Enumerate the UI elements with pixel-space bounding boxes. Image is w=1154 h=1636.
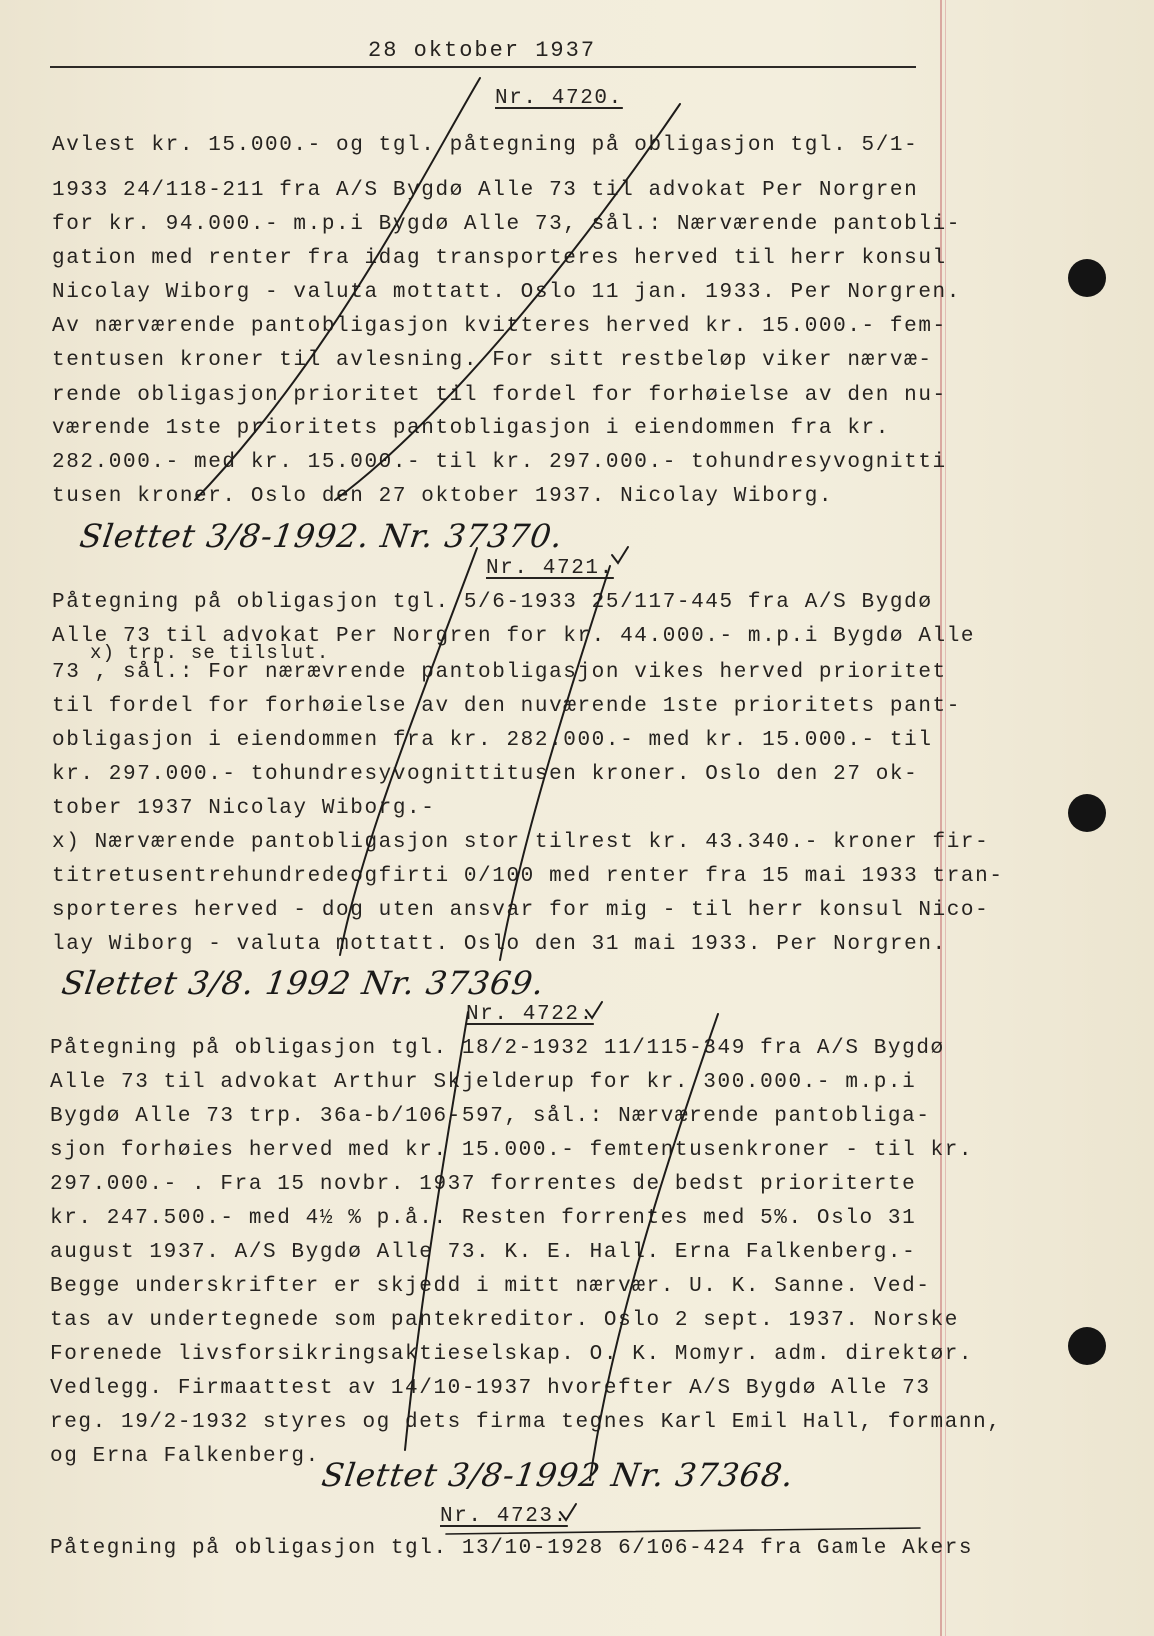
check-mark-icon xyxy=(612,547,628,563)
check-mark-icon xyxy=(560,1504,576,1520)
entry-line: lay Wiborg - valuta mottatt. Oslo den 31 mai 1933. Per Norgren. xyxy=(52,933,947,956)
strike-line xyxy=(340,548,477,955)
entry-line: august 1937. A/S Bygdø Alle 73. K. E. Hall. Erna Falkenberg.- xyxy=(50,1241,917,1264)
entry-line: kr. 297.000.- tohundresyvognittitusen kroner. Oslo den 27 ok- xyxy=(52,763,919,786)
strike-line xyxy=(335,104,680,500)
entry-line: Bygdø Alle 73 trp. 36a-b/106-597, sål.: Nærværende pantobliga- xyxy=(50,1105,931,1128)
entry-line: Av nærværende pantobligasjon kvitteres herved kr. 15.000.- fem- xyxy=(52,315,947,338)
strike-line xyxy=(195,78,480,500)
entry-line: sjon forhøies herved med kr. 15.000.- femtentusenkroner - til kr. xyxy=(50,1139,974,1162)
entry-line: rende obligasjon prioritet til fordel for forhøielse av den nu- xyxy=(52,384,947,407)
entry-line: 282.000.- med kr. 15.000.- til kr. 297.000.- tohundresyvognitti xyxy=(52,451,947,474)
strike-line xyxy=(500,566,610,960)
cancellation-note: Slettet 3/8-1992. Nr. 37370. xyxy=(77,517,566,555)
entry-line: og Erna Falkenberg. xyxy=(50,1445,320,1468)
entry-line: til fordel for forhøielse av den nuværende 1ste prioritets pant- xyxy=(52,695,961,718)
entry-line: obligasjon i eiendommen fra kr. 282.000.- med kr. 15.000.- til xyxy=(52,729,933,752)
entry-line: 1933 24/118-211 fra A/S Bygdø Alle 73 til advokat Per Norgren xyxy=(52,179,919,202)
entry-number: Nr. 4720. xyxy=(495,87,623,110)
cancellation-note: Slettet 3/8-1992 Nr. 37368. xyxy=(319,1456,797,1494)
entry-line: Avlest kr. 15.000.- og tgl. påtegning på obligasjon tgl. 5/1- xyxy=(52,134,919,157)
entry-line: Forenede livsforsikringsaktieselskap. O. K. Momyr. adm. direktør. xyxy=(50,1343,974,1366)
cancellation-note: Slettet 3/8. 1992 Nr. 37369. xyxy=(59,964,547,1002)
entry-line: kr. 247.500.- med 4½ % p.å.. Resten forrentes med 5%. Oslo 31 xyxy=(50,1207,917,1230)
entry-line: Alle 73 til advokat Arthur Skjelderup for kr. 300.000.- m.p.i xyxy=(50,1071,917,1094)
interlinear-note: x) trp. se tilslut. xyxy=(90,642,330,664)
entry-line: Begge underskrifter er skjedd i mitt nærvær. U. K. Sanne. Ved- xyxy=(50,1275,931,1298)
entry-line: x) Nærværende pantobligasjon stor tilrest kr. 43.340.- kroner fir- xyxy=(52,831,990,854)
entry-line: Påtegning på obligasjon tgl. 18/2-1932 11/115-349 fra A/S Bygdø xyxy=(50,1037,945,1060)
entry-line: værende 1ste prioritets pantobligasjon i eiendommen fra kr. xyxy=(52,417,890,440)
page-date-header: 28 oktober 1937 xyxy=(368,38,597,63)
entry-line: reg. 19/2-1932 styres og dets firma tegnes Karl Emil Hall, formann, xyxy=(50,1411,1002,1434)
entry-number: Nr. 4721. xyxy=(486,557,614,580)
entry-number: Nr. 4722. xyxy=(466,1003,594,1026)
check-mark-icon xyxy=(586,1002,602,1018)
entry-line: Påtegning på obligasjon tgl. 13/10-1928 6/106-424 fra Gamle Akers xyxy=(50,1537,974,1560)
underline-stroke xyxy=(446,1528,920,1534)
strike-line xyxy=(405,1012,468,1450)
strike-line xyxy=(590,1014,718,1480)
entry-line: 297.000.- . Fra 15 novbr. 1937 forrentes de bedst prioriterte xyxy=(50,1173,917,1196)
entry-line: for kr. 94.000.- m.p.i Bygdø Alle 73, sål.: Nærværende pantobli- xyxy=(52,213,961,236)
entry-line: tober 1937 Nicolay Wiborg.- xyxy=(52,797,436,820)
entry-line: Vedlegg. Firmaattest av 14/10-1937 hvorefter A/S Bygdø Alle 73 xyxy=(50,1377,931,1400)
entry-line: tusen kroner. Oslo den 27 oktober 1937. Nicolay Wiborg. xyxy=(52,485,834,508)
entry-line: 73 , sål.: For nærævrende pantobligasjon vikes herved prioritet xyxy=(52,661,947,684)
entry-line: gation med renter fra idag transporteres herved til herr konsul xyxy=(52,247,947,270)
entry-number: Nr. 4723. xyxy=(440,1505,568,1528)
entry-line: sporteres herved - dog uten ansvar for mig - til herr konsul Nico- xyxy=(52,899,990,922)
entry-line: tentusen kroner til avlesning. For sitt restbeløp viker nærvæ- xyxy=(52,349,933,372)
entry-line: Påtegning på obligasjon tgl. 5/6-1933 25/117-445 fra A/S Bygdø xyxy=(52,591,933,614)
entry-line: Alle 73 til advokat Per Norgren for kr. 44.000.- m.p.i Bygdø Alle xyxy=(52,625,976,648)
entry-line: Nicolay Wiborg - valuta mottatt. Oslo 11 jan. 1933. Per Norgren. xyxy=(52,281,961,304)
entry-line: titretusentrehundredeogfirti 0/100 med renter fra 15 mai 1933 tran- xyxy=(52,865,1004,888)
entry-line: tas av undertegnede som pantekreditor. Oslo 2 sept. 1937. Norske xyxy=(50,1309,959,1332)
